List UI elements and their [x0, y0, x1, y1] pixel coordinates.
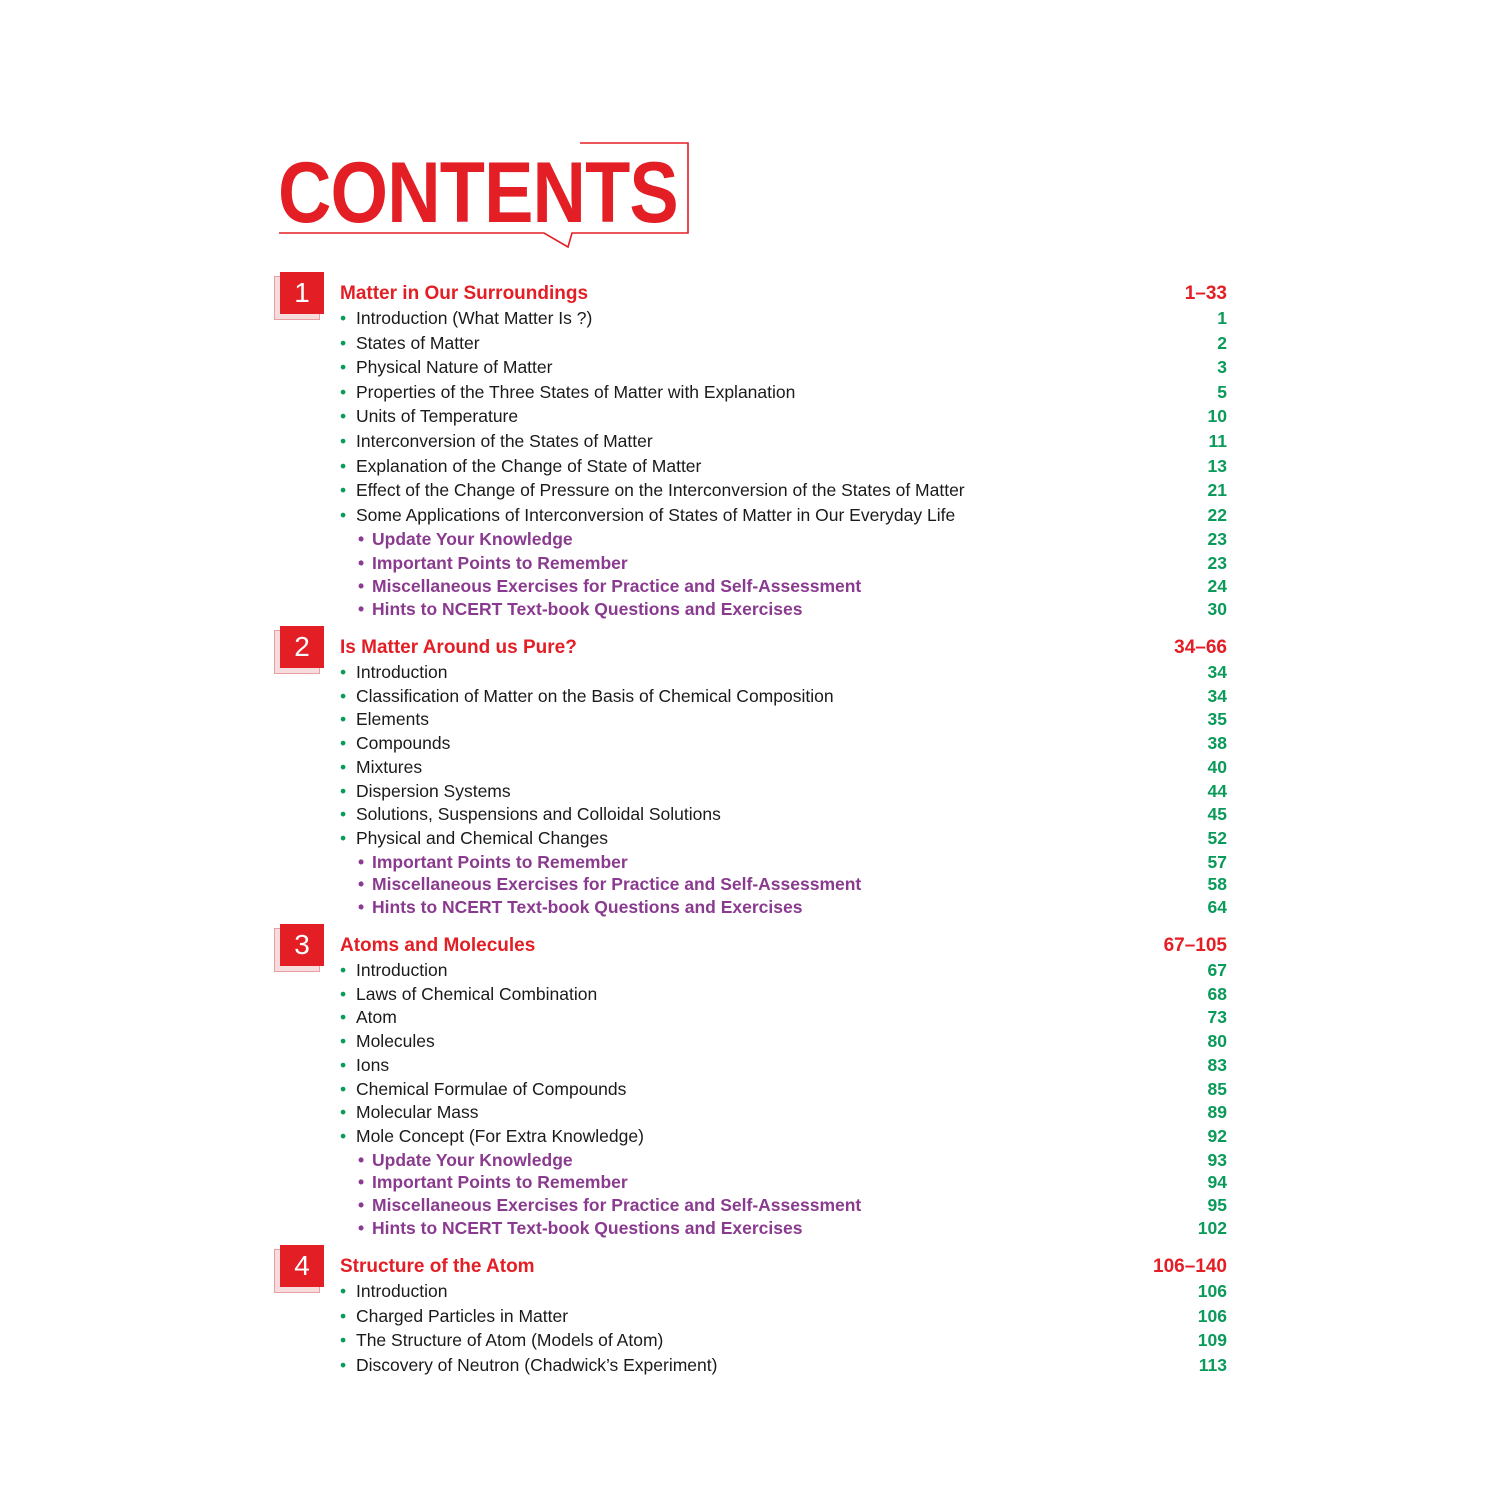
toc-entry-label	[340, 357, 552, 378]
toc-entry-label	[340, 709, 429, 730]
toc-extra-page: 30	[1207, 599, 1227, 620]
bullet-icon: •	[358, 874, 365, 895]
toc-entry-text: Elements	[356, 709, 429, 730]
toc-entry-label	[340, 1079, 626, 1100]
toc-entry-label	[340, 505, 955, 526]
toc-extra-page: 23	[1207, 552, 1227, 573]
toc-extra-text: Important Points to Remember	[372, 1172, 628, 1193]
chapter-number: 3	[280, 924, 324, 966]
toc-entry-text: Effect of the Change of Pressure on the Interconversion of the States of Matter	[356, 480, 965, 501]
toc-entry-page: 109	[1197, 1330, 1227, 1350]
toc-entry-page: 80	[1207, 1031, 1227, 1052]
toc-entry-text: Compounds	[356, 733, 451, 754]
toc-entry-page: 10	[1207, 406, 1227, 427]
toc-entry-text: Molecular Mass	[356, 1102, 479, 1123]
toc-extra-label	[358, 1195, 861, 1216]
toc-entry-label	[340, 984, 597, 1005]
toc-entry-text: Discovery of Neutron (Chadwick’s Experiment)	[356, 1354, 718, 1375]
toc-entry-page: 52	[1207, 827, 1227, 848]
chapter-title-row[interactable]	[0, 935, 1501, 959]
toc-entry-label	[340, 333, 480, 354]
toc-entry[interactable]	[0, 456, 1501, 480]
toc-entry-page: 34	[1207, 685, 1227, 706]
bullet-icon: •	[340, 1281, 347, 1301]
toc-entry[interactable]	[0, 1126, 1501, 1150]
bullet-icon: •	[358, 851, 365, 872]
toc-extra-entry[interactable]	[0, 852, 1501, 876]
toc-extra-label	[358, 599, 802, 620]
toc-entry-text: Laws of Chemical Combination	[356, 983, 598, 1004]
bullet-icon: •	[340, 804, 347, 825]
bullet-icon: •	[340, 1078, 347, 1099]
toc-entry-text: Introduction	[356, 960, 448, 980]
toc-entry[interactable]	[0, 505, 1501, 529]
toc-entry-label	[340, 1306, 568, 1327]
contents-heading-block	[278, 142, 690, 250]
toc-entry-label	[340, 1102, 479, 1123]
toc-extra-page: 102	[1197, 1217, 1227, 1238]
toc-entry[interactable]	[0, 1281, 1501, 1305]
bullet-icon: •	[340, 662, 347, 682]
toc-entry-label	[340, 406, 518, 427]
bullet-icon: •	[340, 1354, 347, 1375]
toc-entry-page: 106	[1197, 1281, 1227, 1301]
toc-extra-entry[interactable]	[0, 599, 1501, 623]
toc-extra-entry[interactable]	[0, 1172, 1501, 1196]
toc-entry[interactable]	[0, 1079, 1501, 1103]
bullet-icon: •	[340, 308, 347, 328]
toc-entry-page: 92	[1207, 1125, 1227, 1146]
toc-entry-page: 3	[1217, 357, 1227, 378]
toc-extra-text: Important Points to Remember	[372, 552, 628, 573]
bullet-icon: •	[340, 983, 347, 1004]
toc-entry-text: Chemical Formulae of Compounds	[356, 1078, 627, 1099]
bullet-icon: •	[358, 1172, 365, 1193]
toc-extra-text: Miscellaneous Exercises for Practice and Self-Assessment	[372, 576, 862, 596]
toc-entry-page: 21	[1207, 480, 1227, 501]
toc-extra-text: Important Points to Remember	[372, 851, 628, 872]
toc-entry-text: Introduction	[356, 662, 448, 682]
toc-entry-text: Mixtures	[356, 756, 423, 777]
bullet-icon: •	[340, 827, 347, 848]
toc-entry-page: 83	[1207, 1054, 1227, 1075]
chapter-page-range: 1–33	[1184, 283, 1227, 304]
toc-extra-label	[358, 576, 861, 597]
toc-entry-text: Interconversion of the States of Matter	[356, 431, 653, 451]
toc-extra-entry[interactable]	[0, 553, 1501, 577]
toc-extra-text: Update Your Knowledge	[372, 1149, 573, 1170]
toc-extra-entry[interactable]	[0, 1195, 1501, 1219]
chapter-title: Is Matter Around us Pure?	[340, 637, 577, 658]
bullet-icon: •	[358, 552, 365, 573]
toc-entry-text: Physical Nature of Matter	[356, 357, 553, 378]
toc-entry-text: Physical and Chemical Changes	[356, 827, 608, 848]
toc-entry[interactable]	[0, 333, 1501, 357]
toc-entry-label	[340, 781, 511, 802]
toc-entry-label	[340, 1055, 389, 1076]
bullet-icon: •	[340, 406, 347, 427]
bullet-icon: •	[358, 897, 365, 917]
toc-entry-label	[340, 1007, 397, 1028]
toc-entry-label	[340, 1330, 663, 1351]
chapter-page-range: 34–66	[1174, 637, 1227, 658]
chapter-title-row[interactable]	[0, 283, 1501, 307]
toc-entry-label	[340, 733, 450, 754]
toc-entry[interactable]	[0, 406, 1501, 430]
toc-extra-text: Miscellaneous Exercises for Practice and Self-Assessment	[372, 1195, 862, 1215]
toc-entry[interactable]	[0, 1306, 1501, 1330]
bullet-icon: •	[340, 1330, 347, 1350]
toc-entry-text: Classification of Matter on the Basis of Chemical Composition	[356, 685, 834, 706]
toc-extra-page: 64	[1207, 897, 1227, 917]
toc-entry[interactable]	[0, 1055, 1501, 1079]
toc-extra-entry[interactable]	[0, 576, 1501, 600]
toc-extra-text: Hints to NCERT Text-book Questions and Exercises	[372, 1217, 803, 1238]
toc-extra-page: 24	[1207, 576, 1227, 596]
toc-entry-page: 40	[1207, 756, 1227, 777]
bullet-icon: •	[358, 529, 365, 550]
bullet-icon: •	[340, 709, 347, 730]
bullet-icon: •	[358, 576, 365, 596]
toc-extra-label	[358, 874, 861, 895]
bullet-icon: •	[358, 1195, 365, 1215]
bullet-icon: •	[340, 733, 347, 754]
toc-entry[interactable]	[0, 1330, 1501, 1354]
bullet-icon: •	[340, 357, 347, 378]
toc-entry-label	[340, 828, 608, 849]
toc-entry-page: 113	[1198, 1354, 1227, 1375]
toc-entry[interactable]	[0, 431, 1501, 455]
toc-entry[interactable]	[0, 686, 1501, 710]
bullet-icon: •	[340, 381, 347, 402]
toc-extra-page: 93	[1207, 1149, 1227, 1170]
chapter-page-range: 67–105	[1163, 935, 1227, 956]
toc-entry-label	[340, 431, 653, 452]
toc-entry-label	[340, 308, 592, 329]
toc-extra-text: Update Your Knowledge	[372, 529, 573, 550]
toc-extra-text: Hints to NCERT Text-book Questions and Exercises	[372, 897, 803, 917]
toc-entry[interactable]	[0, 960, 1501, 984]
toc-extra-page: 58	[1207, 874, 1227, 895]
chapter-number: 1	[280, 272, 324, 314]
chapter-title: Atoms and Molecules	[340, 935, 536, 956]
toc-entry[interactable]	[0, 984, 1501, 1008]
bullet-icon: •	[340, 1125, 347, 1146]
toc-extra-entry[interactable]	[0, 1150, 1501, 1174]
toc-extra-label	[358, 852, 628, 873]
bullet-icon: •	[340, 960, 347, 980]
toc-entry-page: 45	[1207, 804, 1227, 825]
bullet-icon: •	[358, 599, 365, 620]
toc-entry-page: 85	[1207, 1078, 1227, 1099]
toc-entry-page: 34	[1207, 662, 1227, 682]
chapter-title: Matter in Our Surroundings	[340, 283, 589, 304]
toc-extra-page: 57	[1207, 851, 1227, 872]
toc-extra-page: 95	[1207, 1195, 1227, 1215]
toc-entry-page: 13	[1207, 455, 1227, 476]
toc-extra-entry[interactable]	[0, 529, 1501, 553]
toc-entry-page: 35	[1207, 709, 1227, 730]
toc-extra-text: Hints to NCERT Text-book Questions and Exercises	[372, 599, 803, 620]
bullet-icon: •	[340, 455, 347, 476]
toc-entry-label	[340, 480, 965, 501]
chapter-page-range: 106–140	[1153, 1256, 1227, 1277]
bullet-icon: •	[340, 1102, 347, 1123]
toc-entry-page: 44	[1207, 780, 1227, 801]
toc-entry-text: Properties of the Three States of Matter with Explanation	[356, 381, 796, 402]
toc-entry-text: Charged Particles in Matter	[356, 1305, 569, 1326]
toc-entry-text: Dispersion Systems	[356, 780, 511, 801]
toc-entry[interactable]	[0, 1102, 1501, 1126]
toc-extra-label	[358, 1218, 802, 1239]
toc-entry-label	[340, 686, 834, 707]
toc-entry[interactable]	[0, 308, 1501, 332]
toc-entry[interactable]	[0, 357, 1501, 381]
toc-entry-text: Units of Temperature	[356, 406, 519, 427]
toc-extra-text: Miscellaneous Exercises for Practice and Self-Assessment	[372, 874, 862, 895]
toc-entry[interactable]	[0, 804, 1501, 828]
toc-entry-text: Atom	[356, 1007, 397, 1028]
toc-entry-label	[340, 960, 447, 981]
bullet-icon: •	[340, 1031, 347, 1052]
bullet-icon: •	[358, 1217, 365, 1238]
toc-entry[interactable]	[0, 1007, 1501, 1031]
bullet-icon: •	[340, 504, 347, 525]
toc-entry[interactable]	[0, 733, 1501, 757]
toc-entry-page: 1	[1217, 308, 1227, 328]
toc-extra-label	[358, 553, 628, 574]
toc-extra-entry[interactable]	[0, 874, 1501, 898]
toc-entry-text: Introduction (What Matter Is ?)	[356, 308, 593, 328]
bullet-icon: •	[358, 1149, 365, 1170]
toc-extra-page: 94	[1207, 1172, 1227, 1193]
toc-entry-label	[340, 804, 721, 825]
toc-entry[interactable]	[0, 828, 1501, 852]
chapter-title-row[interactable]	[0, 1256, 1501, 1280]
toc-entry-page: 73	[1207, 1007, 1227, 1028]
toc-entry[interactable]	[0, 757, 1501, 781]
toc-entry-page: 68	[1207, 983, 1227, 1004]
bullet-icon: •	[340, 780, 347, 801]
toc-entry-text: Ions	[356, 1054, 390, 1075]
toc-entry-page: 11	[1208, 431, 1227, 451]
toc-entry[interactable]	[0, 382, 1501, 406]
toc-entry-label	[340, 757, 422, 778]
chapter-title-row[interactable]	[0, 637, 1501, 661]
bullet-icon: •	[340, 332, 347, 353]
toc-entry-label	[340, 662, 447, 683]
toc-entry[interactable]	[0, 709, 1501, 733]
toc-entry-label	[340, 1355, 717, 1376]
toc-extra-label	[358, 1172, 628, 1193]
toc-entry-label	[340, 1031, 435, 1052]
toc-entry-page: 38	[1207, 733, 1227, 754]
toc-extra-label	[358, 1150, 573, 1171]
bullet-icon: •	[340, 1054, 347, 1075]
chapter-number: 4	[280, 1245, 324, 1287]
chapter-title: Structure of the Atom	[340, 1256, 535, 1277]
toc-extra-label	[358, 897, 802, 918]
toc-entry-text: States of Matter	[356, 332, 480, 353]
bullet-icon: •	[340, 431, 347, 451]
bullet-icon: •	[340, 756, 347, 777]
toc-entry-page: 22	[1207, 504, 1227, 525]
toc-extra-label	[358, 529, 573, 550]
toc-entry-text: Introduction	[356, 1281, 448, 1301]
toc-entry-page: 5	[1217, 381, 1227, 402]
toc-entry-text: Mole Concept (For Extra Knowledge)	[356, 1125, 644, 1146]
toc-entry-label	[340, 382, 795, 403]
toc-entry[interactable]	[0, 1031, 1501, 1055]
toc-entry-text: Solutions, Suspensions and Colloidal Solutions	[356, 804, 721, 825]
toc-extra-entry[interactable]	[0, 1218, 1501, 1242]
toc-entry[interactable]	[0, 662, 1501, 686]
toc-entry-label	[340, 1281, 447, 1302]
toc-entry-page: 106	[1197, 1305, 1227, 1326]
bullet-icon: •	[340, 480, 347, 501]
bullet-icon: •	[340, 685, 347, 706]
page-title: CONTENTS	[278, 145, 678, 241]
toc-extra-page: 23	[1207, 529, 1227, 550]
toc-entry-text: Some Applications of Interconversion of States of Matter in Our Everyday Life	[356, 504, 956, 525]
bullet-icon: •	[340, 1305, 347, 1326]
toc-entry-page: 89	[1207, 1102, 1227, 1123]
toc-extra-entry[interactable]	[0, 897, 1501, 921]
bullet-icon: •	[340, 1007, 347, 1028]
chapter-number: 2	[280, 626, 324, 668]
toc-entry-page: 2	[1217, 332, 1227, 353]
toc-entry-text: Explanation of the Change of State of Matter	[356, 455, 702, 476]
toc-entry[interactable]	[0, 1355, 1501, 1379]
toc-entry-label	[340, 456, 701, 477]
toc-entry-text: Molecules	[356, 1031, 435, 1052]
toc-entry[interactable]	[0, 781, 1501, 805]
toc-entry-text: The Structure of Atom (Models of Atom)	[356, 1330, 664, 1350]
toc-entry-page: 67	[1207, 960, 1227, 980]
toc-entry[interactable]	[0, 480, 1501, 504]
toc-entry-label	[340, 1126, 644, 1147]
